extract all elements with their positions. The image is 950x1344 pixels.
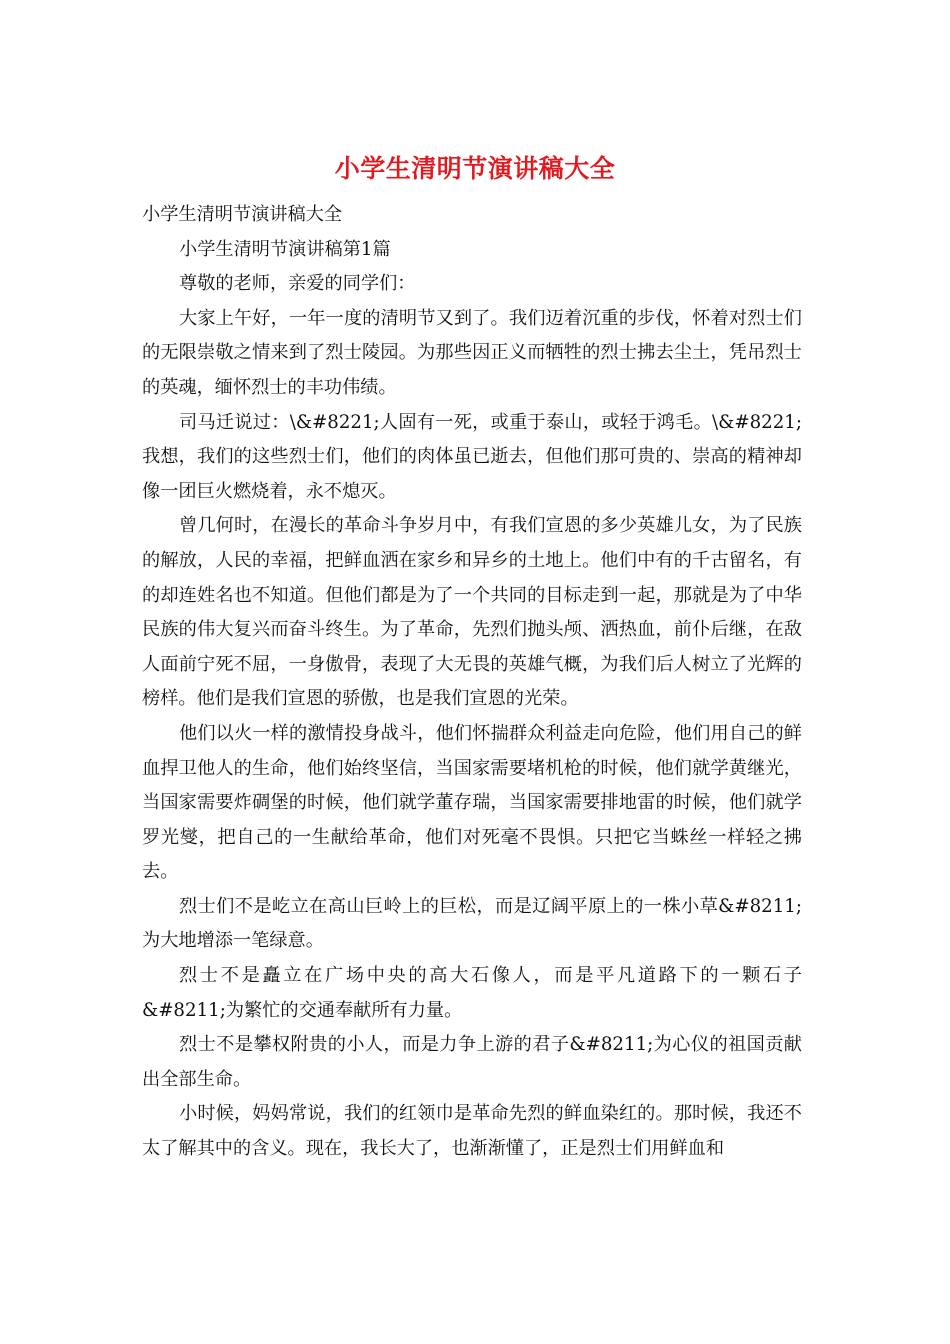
paragraph: 小时候，妈妈常说，我们的红领巾是革命先烈的鲜血染红的。那时候，我还不太了解其中的含义。现在，我长大了，也渐渐懂了，正是烈士们用鲜血和	[142, 1103, 802, 1160]
paragraph: 烈士不是攀权附贵的小人，而是力争上游的君子&#8211;为心仪的祖国贡献出全部生命。	[142, 1034, 802, 1090]
document-subtitle: 小学生清明节演讲稿大全	[142, 204, 343, 225]
document-title: 小学生清明节演讲稿大全	[334, 154, 616, 183]
section-heading: 小学生清明节演讲稿第1篇	[179, 238, 391, 260]
paragraph: 烈士们不是屹立在高山巨岭上的巨松，而是辽阔平原上的一株小草&#8211;为大地增添一笔绿意。	[142, 895, 802, 952]
document-body	[142, 198, 802, 1167]
paragraph: 曾几何时，在漫长的革命斗争岁月中，有我们宣恩的多少英雄儿女，为了民族的解放，人民的幸福，把鲜血洒在家乡和异乡的土地上。他们中有的千古留名，有的却连姓名也不知道。但他们都是为了一个共同的目标走到一起，那就是为了中华民族的伟大复兴而奋斗终生。为了革命，先烈们抛头颅、洒热血，前仆后继，在敌人面前宁死不屈，一身傲骨，表现了大无畏的英雄气概，为我们后人树立了光辉的榜样。他们是我们宣恩的骄傲，也是我们宣恩的光荣。	[142, 515, 802, 710]
paragraph: 烈士不是矗立在广场中央的高大石像人，而是平凡道路下的一颗石子&#8211;为繁忙的交通奉献所有力量。	[142, 965, 802, 1021]
salutation: 尊敬的老师，亲爱的同学们：	[179, 273, 416, 295]
paragraph: 大家上午好，一年一度的清明节又到了。我们迈着沉重的步伐，怀着对烈士们的无限崇敬之情来到了烈士陵园。为那些因正义而牺牲的烈士拂去尘土，凭吊烈士的英魂，缅怀烈士的丰功伟绩。	[142, 307, 802, 398]
paragraph: 他们以火一样的激情投身战斗，他们怀揣群众利益走向危险，他们用自己的鲜血捍卫他人的生命，他们始终坚信，当国家需要堵机枪的时候，他们就学黄继光，当国家需要炸碉堡的时候，他们就学董存瑞，当国家需要排地雷的时候，他们就学罗光燮，把自己的一生献给革命，他们对死毫不畏惧。只把它当蛛丝一样轻之拂去。	[142, 722, 802, 883]
paragraph: 司马迁说过：\&#8221;人固有一死，或重于泰山，或轻于鸿毛。\&#8221;我想，我们的这些烈士们，他们的肉体虽已逝去，但他们那可贵的、崇高的精神却像一团巨火燃烧着，永不熄灭。	[142, 411, 802, 502]
